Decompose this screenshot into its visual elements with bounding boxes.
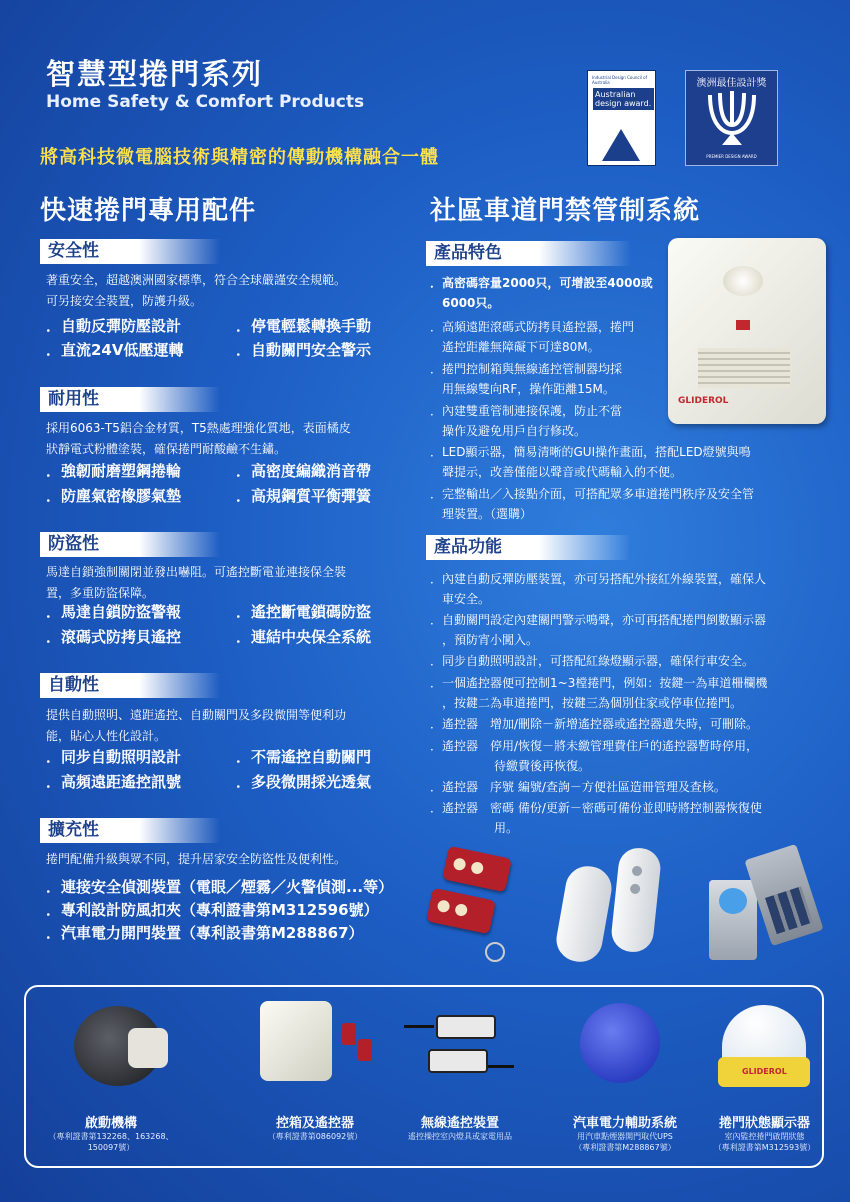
footer-item-control-box [230, 1112, 400, 1142]
footer-item-car-power [555, 1112, 695, 1153]
sensor-lens [719, 888, 747, 914]
text-line: 車安全。 [442, 592, 491, 606]
bullet-item: ．不需遙控自動關門 [236, 748, 372, 766]
tagline: 將高科技微電腦技術與精密的傳動機構融合一體 [40, 147, 439, 168]
footer-item-note: （專利證書第132268、163268、150097號） [48, 1132, 174, 1152]
bullet-item: ．同步自動照明設計 [46, 748, 182, 766]
bullet-item: ．連結中央保全系統 [236, 628, 372, 646]
text-line: ．內建自動反彈防壓裝置，亦可另搭配外接紅外線裝置，確保人 [430, 572, 767, 586]
indicator-light [736, 320, 750, 330]
page-subtitle: Home Safety & Comfort Products [46, 92, 365, 112]
bullet-item: ．防塵氣密橡膠氣墊 [46, 487, 182, 505]
award-footer: PREMIER DESIGN AWARD [706, 154, 757, 159]
footer-item-note: 室內監控捲門啟閉狀態 [724, 1132, 805, 1141]
display-base [718, 1057, 810, 1087]
control-box [260, 1001, 332, 1081]
text-line: ．捲門控制箱與無線遙控管制器均採 [430, 362, 623, 376]
keypad-buttons [765, 886, 813, 934]
sensor-lens [723, 266, 763, 296]
page-title: 智慧型捲門系列 [46, 57, 264, 91]
section-title-antitheft: 防盜性 [40, 532, 220, 557]
text-line: ．一個遙控器便可控制1~3樘捲門，例如：按鍵一為車道柵欄機 [430, 676, 768, 690]
car-power-device-image [580, 1003, 660, 1083]
remote-button [436, 899, 450, 913]
power-cord [404, 1025, 434, 1028]
keypad-image [705, 842, 823, 970]
remote-control [553, 863, 615, 966]
right-heading: 社區車道門禁管制系統 [430, 196, 701, 226]
bullet-item: ．停電輕鬆轉換手動 [236, 317, 372, 335]
left-heading: 快速捲門專用配件 [40, 196, 257, 226]
text-line: 狀靜電式粉體塗裝，確保捲門耐酸鹼不生鏽。 [46, 442, 287, 456]
motor-mechanism-image [68, 998, 178, 1094]
footer-item-title: 無線遙控裝置 [420, 1116, 499, 1131]
footer-item-motor [36, 1112, 186, 1153]
status-display-image [718, 1005, 810, 1097]
tulip-award-icon [704, 89, 760, 151]
feature-item [430, 317, 675, 357]
text-line: ．完整輸出／入接點介面，可搭配眾多車道捲門秩序及安全管 [430, 487, 755, 501]
red-remotes-image [425, 852, 525, 967]
text-line: ．遙控器 增加/刪除－新增遙控器或遙控器遺失時，可刪除。 [430, 717, 759, 731]
function-item [430, 610, 830, 650]
section-text [46, 270, 346, 312]
text-line: 能，貼心人性化設計。 [46, 729, 167, 743]
section-title-durability: 耐用性 [40, 387, 220, 412]
power-cord [488, 1065, 514, 1068]
white-remotes-image [555, 848, 670, 970]
text-line: ．LED顯示器，簡易清晰的GUI操作畫面，搭配LED燈號與鳴 [430, 445, 751, 459]
bullet-item: ．高規鋼質平衡彈簧 [236, 487, 372, 505]
remote-control [426, 888, 496, 935]
bullet-item: ．滾碼式防拷貝遙控 [46, 628, 182, 646]
function-item [430, 651, 830, 671]
footer-item-title: 控箱及遙控器 [275, 1116, 354, 1131]
bullet-item: ．專利設計防風扣夾（專利證書第M312596號） [46, 901, 379, 919]
footer-item-title: 啟動機構 [84, 1116, 137, 1131]
section-title-features: 產品特色 [426, 241, 631, 266]
text-line: ．遙控器 密碼 備份/更新－密碼可備份並即時將控制器恢復使 [430, 801, 762, 815]
remote-control [442, 846, 512, 893]
text-line: ．高頻遠距滾碼式防拷貝遙控器，捲門 [430, 320, 635, 334]
award-caption: 澳洲最佳設計獎 [696, 78, 767, 89]
wireless-module [428, 1049, 488, 1073]
text-line: 遙控距離無障礙下可達80M。 [442, 340, 600, 354]
bullet-item: ．遙控斷電鎖碼防盜 [236, 603, 372, 621]
footer-item-note: 遙控操控室內燈具或家電用品 [408, 1132, 512, 1141]
footer-item-wireless [385, 1112, 535, 1142]
text-line: 置，多重防盜保障。 [46, 586, 155, 600]
motor-cover [128, 1028, 168, 1068]
section-title-functions: 產品功能 [426, 535, 631, 560]
bullet-item: ．強韌耐磨塑鋼捲輪 [46, 462, 182, 480]
text-line: 待繳費後再恢復。 [494, 759, 591, 773]
remote-button [454, 903, 468, 917]
feature-item [430, 401, 675, 441]
footer-item-title: 捲門狀態顯示器 [718, 1116, 810, 1131]
bullet-item: ．直流24V低壓運轉 [46, 341, 184, 359]
feature-item [430, 273, 675, 313]
bullet-item: ．馬達自鎖防盜警報 [46, 603, 182, 621]
text-line: 著重安全，超越澳洲國家標準，符合全球嚴謹安全規範。 [46, 273, 347, 287]
controller-box-image [668, 238, 826, 424]
function-item [430, 673, 830, 713]
footer-item-note: （專利證書第M312593號） [713, 1143, 816, 1152]
text-line: 理裝置。（選購） [442, 507, 533, 521]
function-item [430, 736, 830, 776]
function-item [430, 569, 830, 609]
speaker-grille [698, 348, 790, 388]
section-title-automation: 自動性 [40, 673, 220, 698]
text-line: ．自動關門設定內建關門警示鳴聲，亦可再搭配捲門倒數顯示器 [430, 613, 767, 627]
text-line: ．同步自動照明設計，可搭配紅綠燈顯示器，確保行車安全。 [430, 654, 755, 668]
footer-item-title: 汽車電力輔助系統 [572, 1116, 677, 1131]
text-line: ．遙控器 停用/恢復－將未繳管理費住戶的遙控器暫時停用， [430, 739, 759, 753]
footer-item-note: （專利證書第M288867號） [574, 1143, 676, 1152]
display-dome [722, 1005, 806, 1065]
bullet-item: ．連接安全偵測裝置（電眼／煙霧／火警偵測...等） [46, 878, 394, 896]
control-box-image [250, 995, 380, 1095]
footer-item-status-display [702, 1112, 827, 1153]
remote-control [342, 1023, 356, 1045]
function-item [430, 714, 830, 734]
bullet-item: ．多段微開採光透氣 [236, 773, 372, 791]
text-line: 操作及避免用戶自行修改。 [442, 424, 587, 438]
remote-button [470, 861, 484, 875]
text-line: 6000只。 [442, 296, 500, 310]
text-line: 可另接安全裝置，防護升級。 [46, 294, 203, 308]
premier-design-award-logo [685, 70, 778, 166]
text-line: 用無線雙向RF，操作距離15M。 [442, 382, 615, 396]
brand-label: GLIDEROL [678, 396, 729, 406]
remote-button [632, 865, 643, 876]
text-line: 提供自動照明、遠距遙控、自動關門及多段微開等便利功 [46, 708, 347, 722]
section-text [46, 418, 351, 460]
wireless-device-image [400, 1005, 520, 1095]
text-line: 聲提示，改善僅能以聲音或代碼輸入的不便。 [442, 465, 683, 479]
feature-item [430, 484, 830, 524]
section-text: 捲門配備升級與眾不同，提升居家安全防盜性及便利性。 [46, 852, 347, 866]
bullet-item: ．自動反彈防壓設計 [46, 317, 182, 335]
remote-control [610, 846, 663, 954]
text-line: ．高密碼容量2000只，可增設至4000或 [430, 276, 653, 290]
feature-item [430, 442, 830, 482]
remote-button [452, 857, 466, 871]
text-line: 採用6063-T5鋁合金材質，T5熱處理強化質地，表面橘皮 [46, 421, 351, 435]
text-line: ，按鍵二為車道捲門，按鍵三為個別住家或停車位捲門。 [442, 696, 743, 710]
feature-item [430, 359, 675, 399]
bullet-item: ．高頻遠距遙控訊號 [46, 773, 182, 791]
australian-design-award-logo [587, 70, 656, 166]
remote-control [358, 1039, 372, 1061]
bullet-item: ．高密度編織消音帶 [236, 462, 372, 480]
text-line: ．遙控器 序號 編號/查詢－方便社區造冊管理及查核。 [430, 780, 726, 794]
keyring-icon [485, 942, 505, 962]
triangle-icon [602, 129, 640, 161]
text-line: 馬達自鎖強制關閉並發出嚇阻。可遙控斷電並連接保全裝 [46, 565, 347, 579]
remote-button [630, 883, 641, 894]
wireless-module [436, 1015, 496, 1039]
bullet-item: ．自動關門安全警示 [236, 341, 372, 359]
award-text: Australian design award. [593, 88, 654, 110]
text-line: ．內建雙重管制連接保護，防止不當 [430, 404, 623, 418]
section-text [46, 705, 346, 747]
function-item [430, 777, 830, 797]
text-line: ，預防宵小闖入。 [442, 633, 539, 647]
function-item [430, 798, 830, 838]
wall-panel [709, 880, 757, 960]
footer-item-note: （專利證書第086092號） [267, 1132, 363, 1141]
section-title-expansion: 擴充性 [40, 818, 220, 843]
footer-item-note: 用汽車點煙器開門取代UPS [577, 1132, 673, 1141]
section-text [46, 562, 346, 604]
brand-label: GLIDEROL [742, 1067, 787, 1076]
section-title-safety: 安全性 [40, 239, 220, 264]
text-line: 用。 [494, 821, 519, 835]
award-small-text: Industrial Design Council of Australia [592, 75, 647, 85]
bullet-item: ．汽車電力開門裝置（專利設書第M288867） [46, 924, 364, 942]
